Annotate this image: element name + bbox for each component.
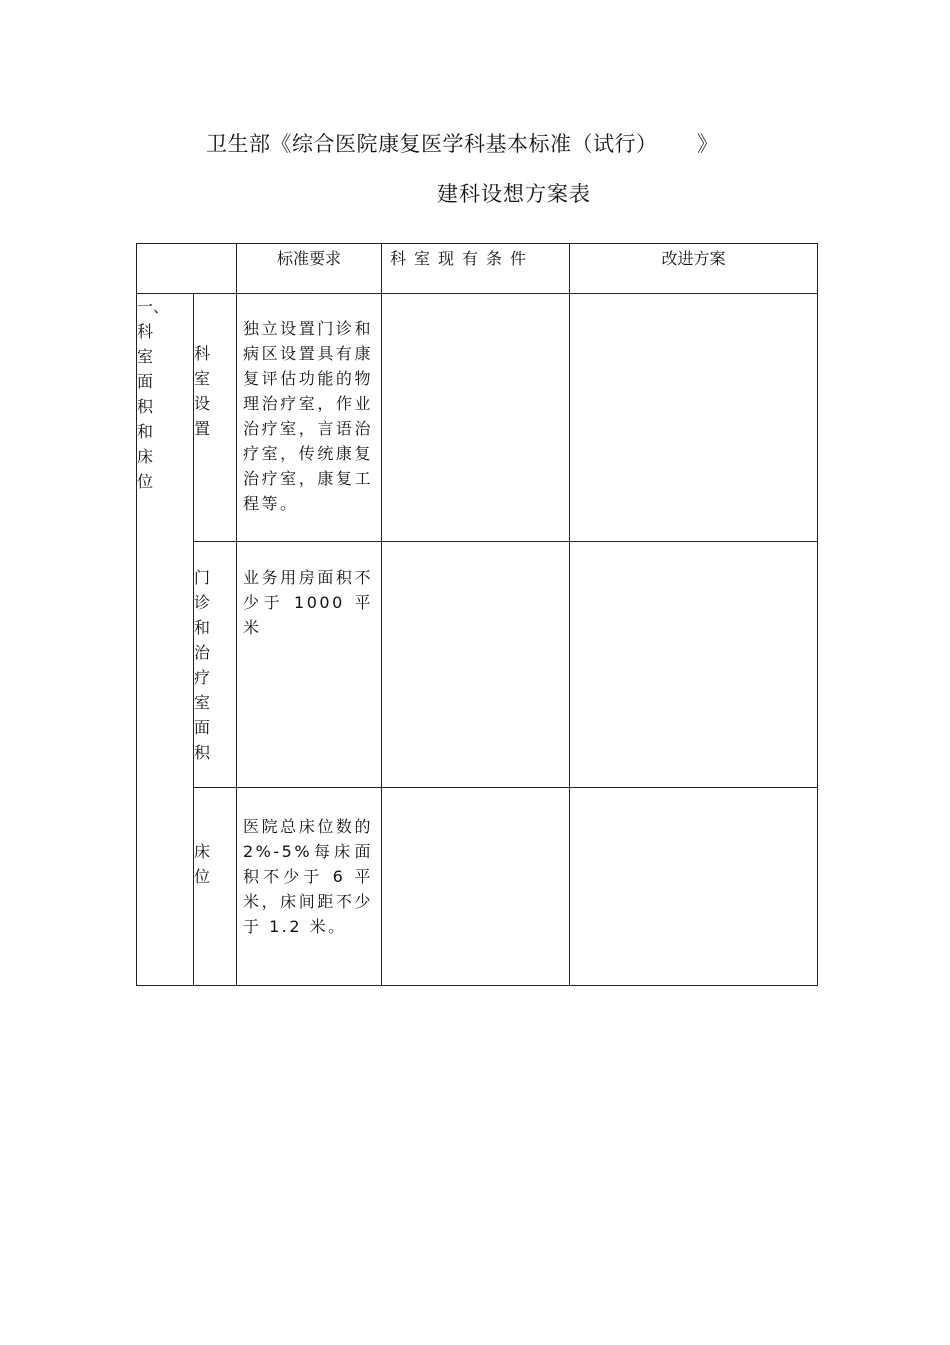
table-row <box>137 294 818 542</box>
document-title <box>206 128 719 158</box>
table-header-row <box>137 244 818 294</box>
header-standard: 标准要求 <box>237 244 382 294</box>
item-cell <box>194 542 237 788</box>
table-row <box>137 788 818 986</box>
item-label: 床 位 <box>194 842 211 886</box>
category-cell <box>137 294 194 986</box>
item-label: 科 室 设 置 <box>194 344 211 438</box>
item-cell <box>194 788 237 986</box>
requirement-cell: 业务用房面积不少于 1000 平米 <box>237 542 382 788</box>
current-cell[interactable] <box>382 294 570 542</box>
improvement-cell[interactable] <box>570 788 818 986</box>
category-label: 一、 科 室 面 积 和 床 位 <box>137 297 170 491</box>
header-improvement: 改进方案 <box>570 244 818 294</box>
header-empty-cell <box>137 244 237 294</box>
current-cell[interactable] <box>382 542 570 788</box>
document-subtitle: 建科设想方案表 <box>437 182 591 206</box>
requirement-cell: 医院总床位数的 2%-5%每床面积不少于 6 平米，床间距不少于 1.2 米。 <box>237 788 382 986</box>
header-current: 科室现有条件 <box>382 244 570 294</box>
title-main: 卫生部《综合医院康复医学科基本标准（试行） <box>206 132 647 156</box>
title-close-quote: 》 <box>697 132 719 156</box>
plan-table <box>136 243 818 986</box>
improvement-cell[interactable] <box>570 542 818 788</box>
current-cell[interactable] <box>382 788 570 986</box>
table-row <box>137 542 818 788</box>
item-cell <box>194 294 237 542</box>
requirement-cell: 独立设置门诊和病区设置具有康复评估功能的物理治疗室，作业治疗室，言语治疗室，传统康复治疗室，康复工程等。 <box>237 294 382 542</box>
item-label: 门 诊 和 治 疗 室 面 积 <box>194 568 211 762</box>
improvement-cell[interactable] <box>570 294 818 542</box>
